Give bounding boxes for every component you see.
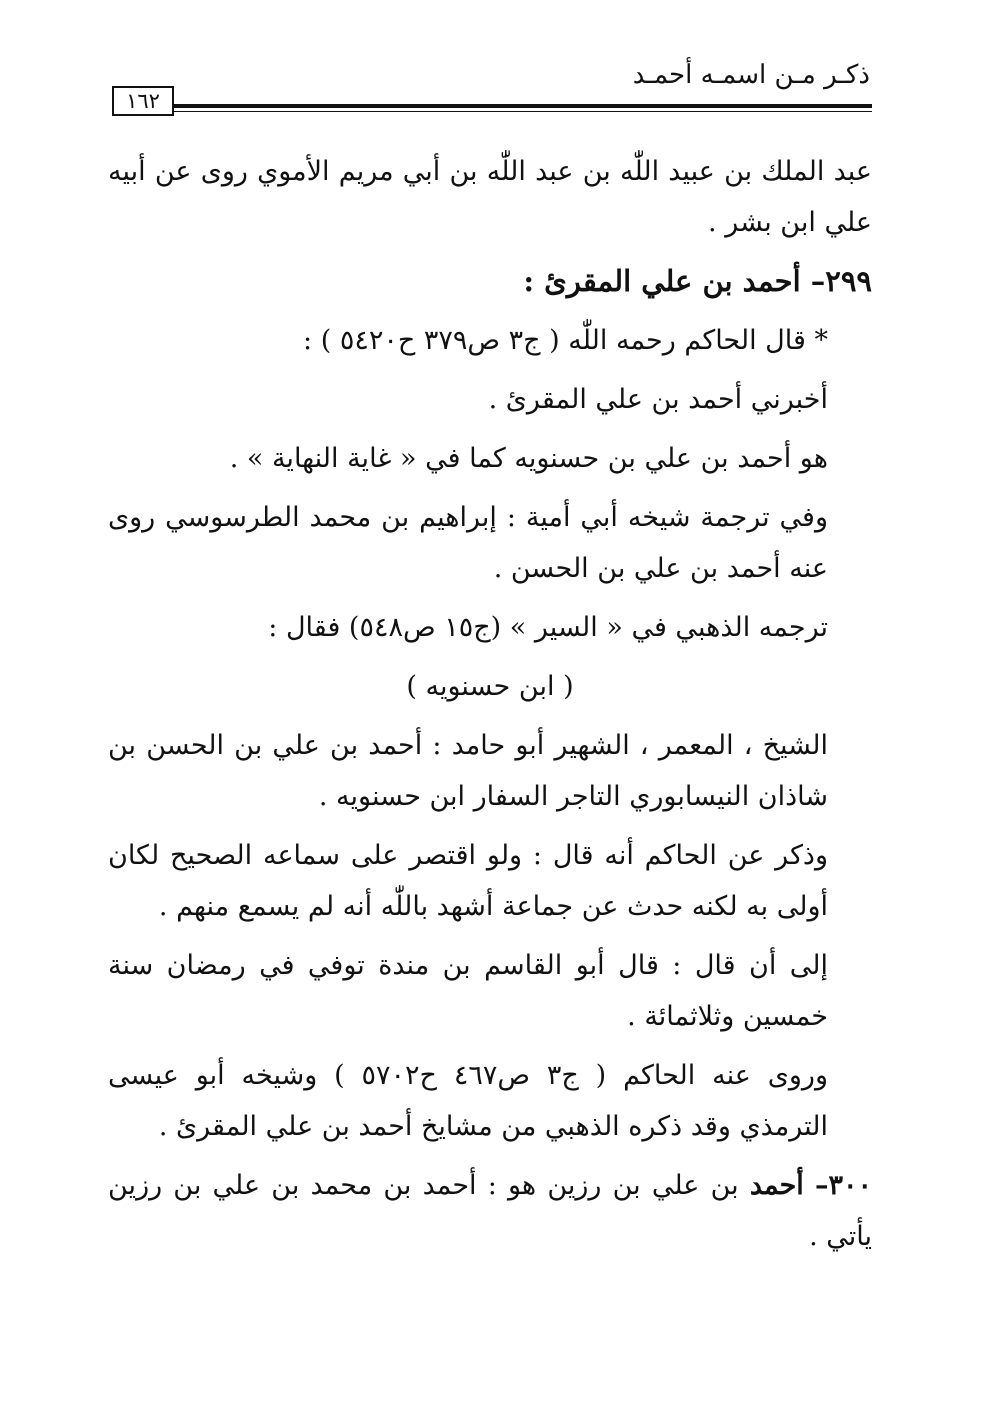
- entry-300-text: بن علي بن رزين هو : أحمد بن محمد بن علي بن رزين يأتي .: [108, 1170, 872, 1252]
- header-rule-thick: [174, 104, 872, 108]
- paragraph-dhahabi-siyar: ترجمه الذهبي في « السير » (ج١٥ ص٥٤٨) فقال :: [268, 612, 828, 643]
- main-text: [108, 146, 872, 1270]
- running-header-title: ذكـر مـن اسمـه أحمـد: [632, 60, 870, 90]
- running-header: [112, 58, 872, 118]
- entry-300-name: أحمد: [749, 1170, 804, 1201]
- paragraph-continuation: عبد الملك بن عبيد اللّٰه بن عبد اللّٰه بن أبي مريم الأموي روى عن أبيه علي ابن بشر .: [108, 156, 872, 238]
- paragraph-narrators: وروى عنه الحاكم ( ج٣ ص٤٦٧ ح٥٧٠٢ ) وشيخه أبو عيسى الترمذي وقد ذكره الذهبي من مشايخ أحمد بن علي المقرئ .: [108, 1060, 829, 1142]
- header-rule-thin: [174, 111, 872, 112]
- paragraph-ghayat-nihaya: هو أحمد بن علي بن حسنويه كما في « غاية النهاية » .: [229, 443, 828, 474]
- paragraph-death-date: إلى أن قال : قال أبو القاسم بن مندة توفي في رمضان سنة خمسين وثلاثمائة .: [108, 950, 828, 1032]
- subheading-ibn-hasnawayh: ( ابن حسنويه ): [406, 671, 574, 702]
- paragraph-abi-umayya: وفي ترجمة شيخه أبي أمية : إبراهيم بن محمد الطرسوسي روى عنه أحمد بن علي بن الحسن .: [108, 502, 828, 584]
- entry-300-number: ٣٠٠–: [814, 1170, 872, 1201]
- entry-300: [108, 1160, 872, 1262]
- page-number: ١٦٢: [112, 86, 174, 116]
- paragraph-hakim-comment: وذكر عن الحاكم أنه قال : ولو اقتصر على سماعه الصحيح لكان أولى به لكنه حدث عن جماعة أشهد باللّٰه أنه لم يسمع منهم .: [108, 840, 828, 922]
- paragraph-biography: الشيخ ، المعمر ، الشهير أبو حامد : أحمد بن علي بن الحسن بن شاذان النيسابوري التاجر السفار ابن حسنويه .: [108, 730, 828, 812]
- entry-299-heading: ٢٩٩– أحمد بن علي المقرئ :: [523, 264, 872, 298]
- paragraph-akhbarani: أخبرني أحمد بن علي المقرئ .: [488, 384, 828, 415]
- paragraph-hakim-quote: * قال الحاكم رحمه اللّٰه ( ج٣ ص٣٧٩ ح٥٤٢٠ ) :: [303, 325, 828, 356]
